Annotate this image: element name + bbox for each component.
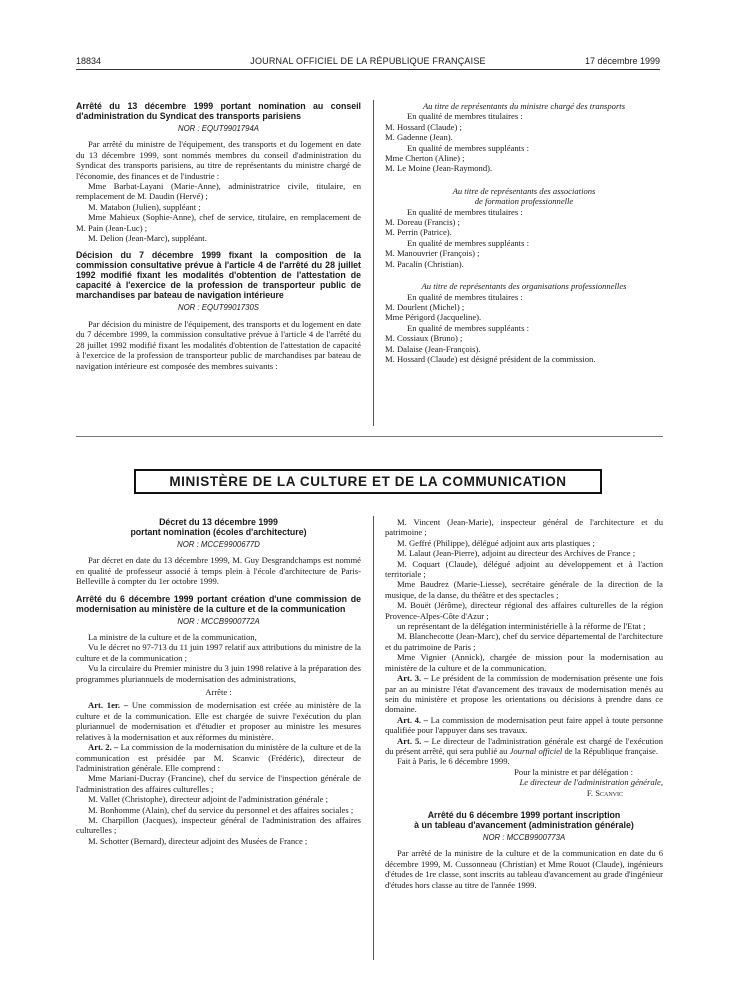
member-line: M. Vincent (Jean-Marie), inspecteur général de l'architecture et du patrimoine ;	[385, 517, 663, 538]
journal-title: JOURNAL OFFICIEL DE LA RÉPUBLIQUE FRANÇAISE	[250, 56, 486, 66]
member-line: Mme Baudrez (Marie-Liesse), secrétaire générale de la direction de la musique, de la danse, du théâtre et des spectacles ;	[385, 579, 663, 600]
member-line: M. Manouvrier (François) ;	[385, 248, 480, 259]
article-2: Art. 2. – La commission de la modernisation du ministère de la culture et de la communication est présidée par M. Scanvic (Frédéric), directeur de l'administration générale. Elle comprend :	[76, 742, 361, 773]
member-line: M. Dalaise (Jean-François).	[385, 343, 481, 354]
member-line: M. Le Moine (Jean-Raymond).	[385, 163, 493, 174]
member-line: M. Bonhomme (Alain), chef du service du personnel et des affaires sociales ;	[88, 804, 354, 815]
group-subheading: En qualité de membres titulaires :	[407, 111, 523, 122]
member-line: M. Hossard (Claude) est désigné président de la commission.	[385, 353, 596, 364]
member-line: M. Dourlent (Michel) ;	[385, 301, 465, 312]
member-line: M. Lalaut (Jean-Pierre), adjoint au directeur des Archives de France ;	[397, 548, 636, 559]
member-line: Mme Mariani-Ducray (Francine), chef du service de l'inspection générale de l'administration des affaires culturelles ;	[76, 773, 361, 794]
member-line: M. Bouët (Jérôme), directeur régional des affaires culturelles de la région Provence-Alpes-Côte d'Azur ;	[385, 600, 663, 621]
signature-name: F. Scanvic	[586, 787, 623, 798]
page-number: 18834	[76, 56, 102, 66]
member-line: M. Perrin (Patrice).	[385, 227, 452, 238]
spacer	[385, 798, 663, 810]
group-subheading: En qualité de membres suppléants :	[407, 142, 529, 153]
section1-paragraph: Par arrêté du ministre de l'équipement, des transports et du logement en date du 13 décembre 1999, sont nommés membres du conseil d'administration du Syndicat des transports parisiens, au titre de représentants du ministre chargé de l'économie, des finances et de l'industrie :	[76, 139, 361, 181]
article-3: Art. 3. – Le président de la commission de modernisation présente une fois par an au ministre l'état d'avancement des travaux de modernisation menés au sein du ministère et propose les orientations ou décisions à prendre dans ce domaine.	[385, 673, 663, 715]
section4-paragraph: Vu le décret no 97-713 du 11 juin 1997 relatif aux attributions du ministre de la culture et de la communication ;	[76, 642, 361, 663]
group-subheading: En qualité de membres suppléants :	[407, 237, 529, 248]
section2-title: Décision du 7 décembre 1999 fixant la composition de la commission consultative prévue à l'article 4 de l'arrêté du 28 juillet 1992 modifié fixant les modalités d'obtention de l'attestation de capacité à l'exercice de la profession de transporteur public de marchandises par bateau de navigation intérieure	[76, 250, 361, 301]
arrete-line: Arrête :	[205, 687, 232, 698]
member-line: un représentant de la délégation interministérielle à la réforme de l'Etat ;	[397, 621, 646, 632]
member-line: M. Doreau (Francis) ;	[385, 217, 460, 228]
section1-member: M. Matabon (Julien), suppléant ;	[88, 201, 201, 212]
section4-paragraph: Vu la circulaire du Premier ministre du 3 juin 1998 relative à la préparation des programmes pluriannuels de modernisation des administrations,	[76, 663, 361, 684]
member-line: M. Coquart (Claude), délégué adjoint au développement et à l'action territoriale ;	[385, 558, 663, 580]
section-rule	[76, 436, 663, 437]
spacer	[76, 587, 361, 594]
group-subheading: En qualité de membres titulaires :	[407, 206, 523, 217]
article-4: Art. 4. – La commission de modernisation peut faire appel à toute personne qualifiée pour l'appuyer dans ses travaux.	[385, 714, 663, 736]
group-subheading: En qualité de membres suppléants :	[407, 322, 529, 333]
group-heading: Au titre de représentants des organisations professionnelles	[421, 281, 627, 292]
member-line: M. Blanchecotte (Jean-Marc), chef du service départemental de l'architecture et du patrimoine de Paris ;	[385, 631, 663, 652]
issue-date: 17 décembre 1999	[584, 56, 660, 66]
section1-member: M. Delion (Jean-Marc), suppléant.	[88, 233, 207, 244]
section3-paragraph: Par décret en date du 13 décembre 1999, M. Guy Desgrandchamps est nommé en qualité de professeur associé à temps plein à l'école d'architecture de Paris-Belleville à compter du 1er octobre 1999.	[76, 555, 361, 587]
signature-place-date: Fait à Paris, le 6 décembre 1999.	[397, 756, 510, 767]
signature-title: Le directeur de l'administration générale,	[519, 777, 663, 788]
member-line: M. Pacalin (Christian).	[385, 258, 464, 269]
bottom-right-column	[385, 517, 663, 890]
group-heading: de formation professionnelle	[474, 196, 574, 207]
member-line: M. Cossiaux (Bruno) ;	[385, 333, 463, 344]
section5-title: Arrêté du 6 décembre 1999 portant inscription	[427, 809, 621, 820]
member-line: M. Schotter (Bernard), directeur adjoint des Musées de France ;	[88, 835, 308, 846]
group-heading: Au titre de représentants des associations	[452, 185, 596, 196]
section4-paragraph: La ministre de la culture et de la communication,	[88, 632, 257, 643]
section1-member: Mme Mahieux (Sophie-Anne), chef de service, titulaire, en remplacement de M. Pain (Jean-Luc) ;	[76, 212, 361, 233]
section5-nor: NOR : MCCB9900773A	[482, 832, 566, 842]
top-right-column	[385, 101, 663, 364]
ministry-banner: MINISTÈRE DE LA CULTURE ET DE LA COMMUNICATION	[134, 469, 602, 494]
signature-delegation: Pour la ministre et par délégation :	[514, 766, 633, 777]
spacer	[385, 269, 663, 281]
member-line: M. Charpillon (Jacques), inspecteur général de l'administration des affaires culturelles ;	[76, 814, 361, 836]
section3-nor: NOR : MCCE9900677D	[177, 540, 260, 549]
member-line: M. Gadenne (Jean).	[385, 132, 453, 143]
member-line: Mme Cherton (Aline) ;	[385, 153, 465, 164]
spacer	[385, 174, 663, 186]
member-line: M. Vallet (Christophe), directeur adjoint de l'administration générale ;	[88, 794, 329, 805]
top-left-column	[76, 101, 361, 371]
section3-title: Décret du 13 décembre 1999	[159, 517, 278, 527]
section1-nor: NOR : EQUT9901794A	[177, 124, 260, 133]
section4-title: Arrêté du 6 décembre 1999 portant création d'une commission de modernisation au ministère de la culture et de la communication	[76, 593, 361, 614]
section5-title: à un tableau d'avancement (administration générale)	[414, 819, 634, 830]
group-subheading: En qualité de membres titulaires :	[407, 291, 523, 302]
article-1: Art. 1er. – Une commission de modernisation est créée au ministère de la culture et de la communication. Elle est chargée de suivre l'exécution du plan pluriannuel de modernisation et d'étudier et proposer au ministre les mesures relatives à la modernisation et aux réformes du ministère.	[76, 700, 361, 742]
article-5: Art. 5. – Le directeur de l'administration générale est chargé de l'exécution du présent arrêté, qui sera publié au Journal officiel de la République française.	[385, 735, 663, 756]
spacer	[76, 243, 361, 250]
section4-nor: NOR : MCCB9900772A	[177, 616, 260, 626]
member-line: M. Geffré (Philippe), délégué adjoint aux arts plastiques ;	[397, 537, 595, 548]
member-line: M. Hossard (Claude) ;	[385, 121, 462, 132]
column-divider-bottom	[373, 516, 374, 960]
section3-title: portant nomination (écoles d'architecture)	[130, 527, 307, 537]
section2-paragraph: Par décision du ministre de l'équipement, des transports et du logement en date du 7 décembre 1999, la commission consultative prévue à l'article 4 de l'arrêté du 28 juillet 1992 modifié fixant les modalités d'obtention de l'attestation de capacité à l'exercice de la profession de transporteur public de marchandises par bateau de navigation intérieure est composée des membres suivants :	[76, 318, 361, 371]
member-line: Mme Périgord (Jacqueline).	[385, 312, 482, 323]
header-rule	[76, 69, 660, 70]
group-heading: Au titre de représentants du ministre chargé des transports	[422, 101, 626, 111]
section2-nor: NOR : EQUT9901730S	[177, 303, 260, 313]
member-line: Mme Vignier (Annick), chargée de mission pour la modernisation au ministère de la culture et de la communication.	[385, 652, 663, 673]
section1-member: Mme Barbat-Layani (Marie-Anne), administratrice civile, titulaire, en remplacement de M. Daudin (Hervé) ;	[76, 181, 361, 202]
bottom-left-column	[76, 517, 361, 846]
column-divider-top	[373, 100, 374, 426]
section1-title: Arrêté du 13 décembre 1999 portant nomination au conseil d'administration du Syndicat des transports parisiens	[76, 101, 361, 121]
section5-paragraph: Par arrêté de la ministre de la culture et de la communication en date du 6 décembre 1999, M. Cussonneau (Christian) et Mme Rouot (Claude), ingénieurs d'études de 1re classe, sont inscrits au tableau d'avancement au grade d'ingénieur d'études hors classe au titre de l'année 1999.	[385, 848, 663, 890]
